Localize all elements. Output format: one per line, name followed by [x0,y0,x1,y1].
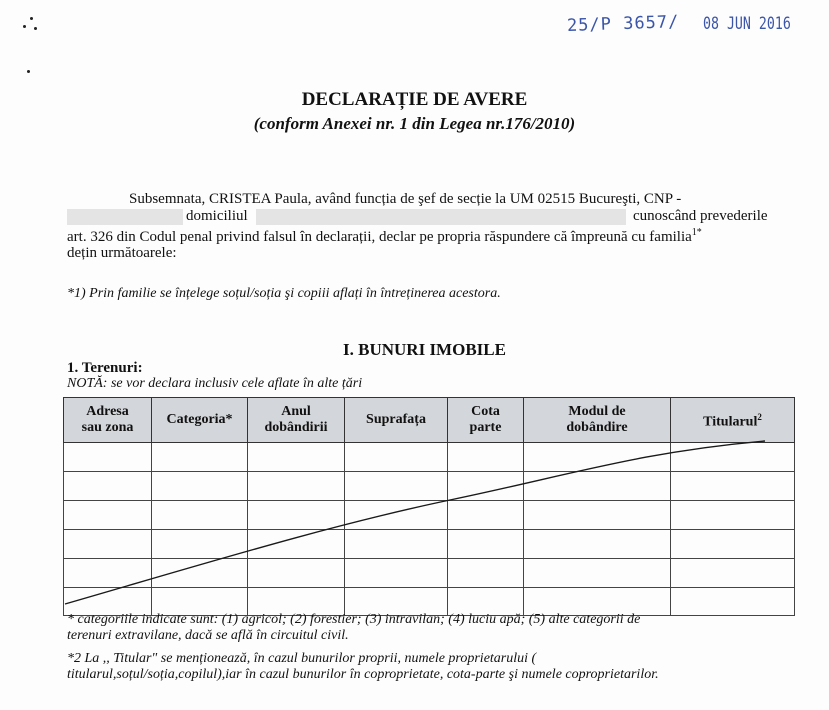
date-stamp: 08 JUN 2016 [703,14,791,34]
intro-domiciliu-label: domiciliul [186,208,248,224]
footnote-categories-2: terenuri extravilane, dacă se află în circuitul civil. [67,628,349,643]
intro-line-4: dețin următoarele: [67,245,177,261]
subsection-note: NOTĂ: se vor declara inclusiv cele aflate în alte țări [67,376,363,391]
intro-line-2-end: cunoscând prevederile [633,208,768,224]
document-title: DECLARAȚIE DE AVERE [301,89,528,110]
intro-line-1: Subsemnata, CRISTEA Paula, având funcția de şef de secție la UM 02515 Bucureşti, CNP - [129,191,682,207]
col-header-area: Suprafața [345,398,448,443]
col-header-share: Cota parte [448,398,524,443]
footnote-titular-2: titularul,soțul/soția,copilul),iar în cazul bunurilor în coproprietate, cota-parte şi numele coproprietarilor. [67,667,659,682]
col-header-year: Anul dobândirii [248,398,345,443]
col-header-owner: Titularul$^2$ [671,398,795,443]
intro-line-3-text: art. 326 din Codul penal privind falsul în declarații, declar pe propria răspundere că împreună cu familia [67,229,692,245]
footnote-titular-1: *2 La ,, Titular" se menționează, în cazul bunurilor proprii, numele proprietarului ( [67,651,537,666]
footnote-categories-1: * categoriile indicate sunt: (1) agricol; (2) forestier; (3) intravilan; (4) luciu apă; (5) alte categorii de [67,612,641,627]
col-header-acquisition-mode: Modul de dobândire [524,398,671,443]
registration-stamp: 25/P 3657/ [566,12,680,36]
family-note: *1) Prin familie se înțelege soțul/soția şi copiii aflați în întreținerea acestora. [67,286,501,301]
col-header-address: Adresa sau zona [64,398,152,443]
section-title: I. BUNURI IMOBILE [343,340,506,359]
subsection-title: 1. Terenuri: [67,360,143,376]
footnote-marker-1: 1* [691,227,702,238]
document-subtitle: (conform Anexei nr. 1 din Legea nr.176/2010) [253,114,576,133]
col-header-category: Categoria* [152,398,248,443]
